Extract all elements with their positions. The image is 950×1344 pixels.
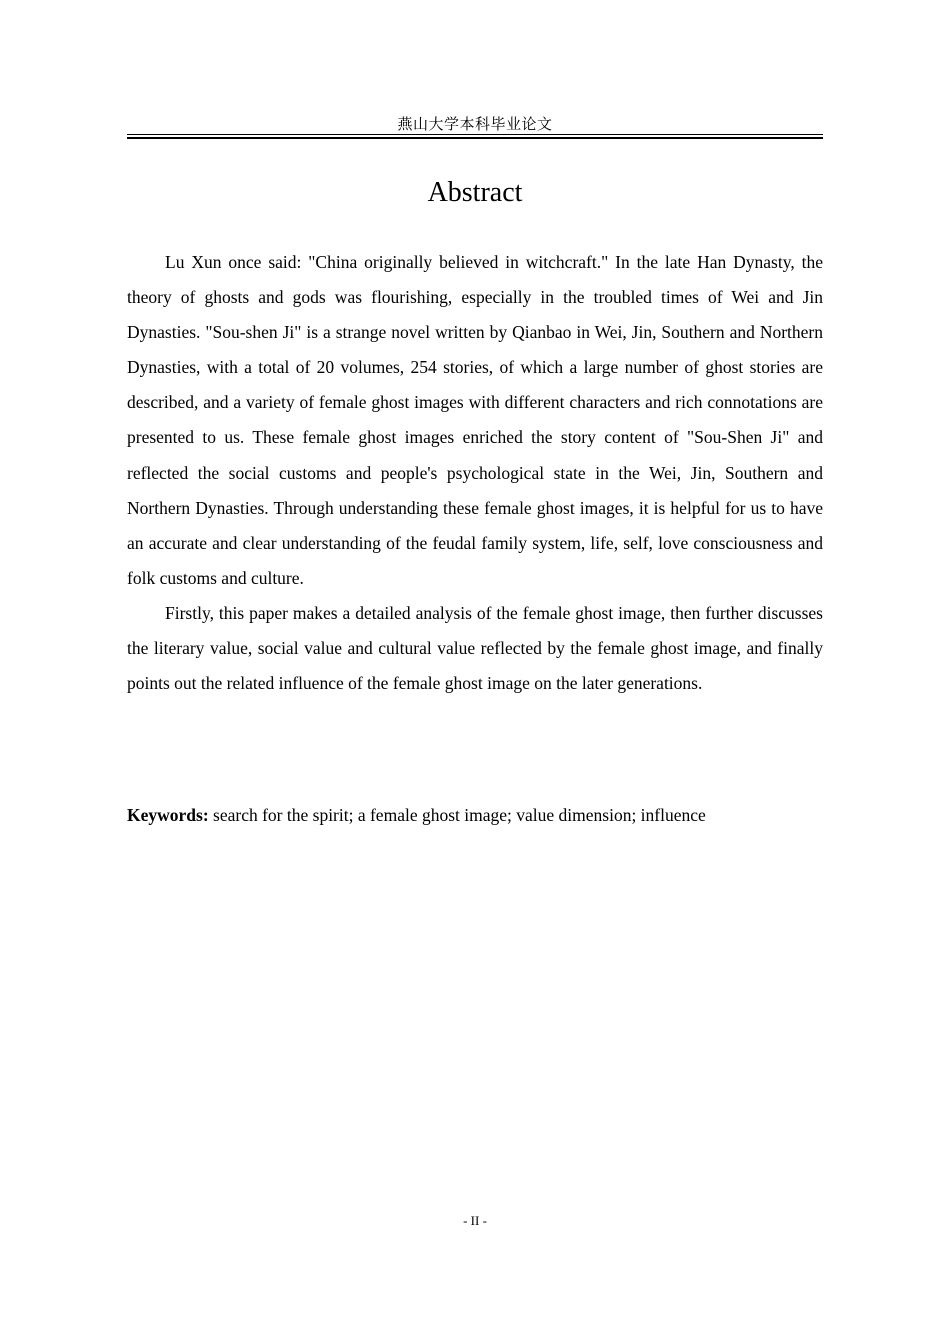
abstract-body: [127, 245, 823, 701]
keywords-line: [127, 801, 823, 829]
running-header: 燕山大学本科毕业论文: [397, 115, 553, 133]
abstract-paragraph-2: Firstly, this paper makes a detailed analysis of the female ghost image, then further discusses the literary value, social value and cultural value reflected by the female ghost image, and finally points out the related influence of the female ghost image on the later generations.: [127, 602, 823, 694]
page-number: - II -: [463, 1213, 487, 1228]
keywords-label: Keywords:: [127, 805, 209, 825]
header-rule-thick: [127, 137, 823, 139]
keywords-text: search for the spirit; a female ghost image; value dimension; influence: [208, 805, 706, 825]
abstract-title: Abstract: [427, 177, 523, 208]
header-rule-thin: [127, 134, 823, 135]
abstract-paragraph-1: Lu Xun once said: "China originally believed in witchcraft." In the late Han Dynasty, the theory of ghosts and gods was flourishing, especially in the troubled times of Wei and Jin Dynasties. "Sou-shen Ji" is a strange novel written by Qianbao in Wei, Jin, Southern and Northern Dynasties, with a total of 20 volumes, 254 stories, of which a large number of ghost stories are described, and a variety of female ghost images with different characters and rich connotations are presented to us. These female ghost images enriched the story content of "Sou-Shen Ji" and reflected the social customs and people's psychological state in the Wei, Jin, Southern and Northern Dynasties. Through understanding these female ghost images, it is helpful for us to have an accurate and clear understanding of the feudal family system, life, self, love consciousness and folk customs and culture.: [127, 252, 823, 588]
